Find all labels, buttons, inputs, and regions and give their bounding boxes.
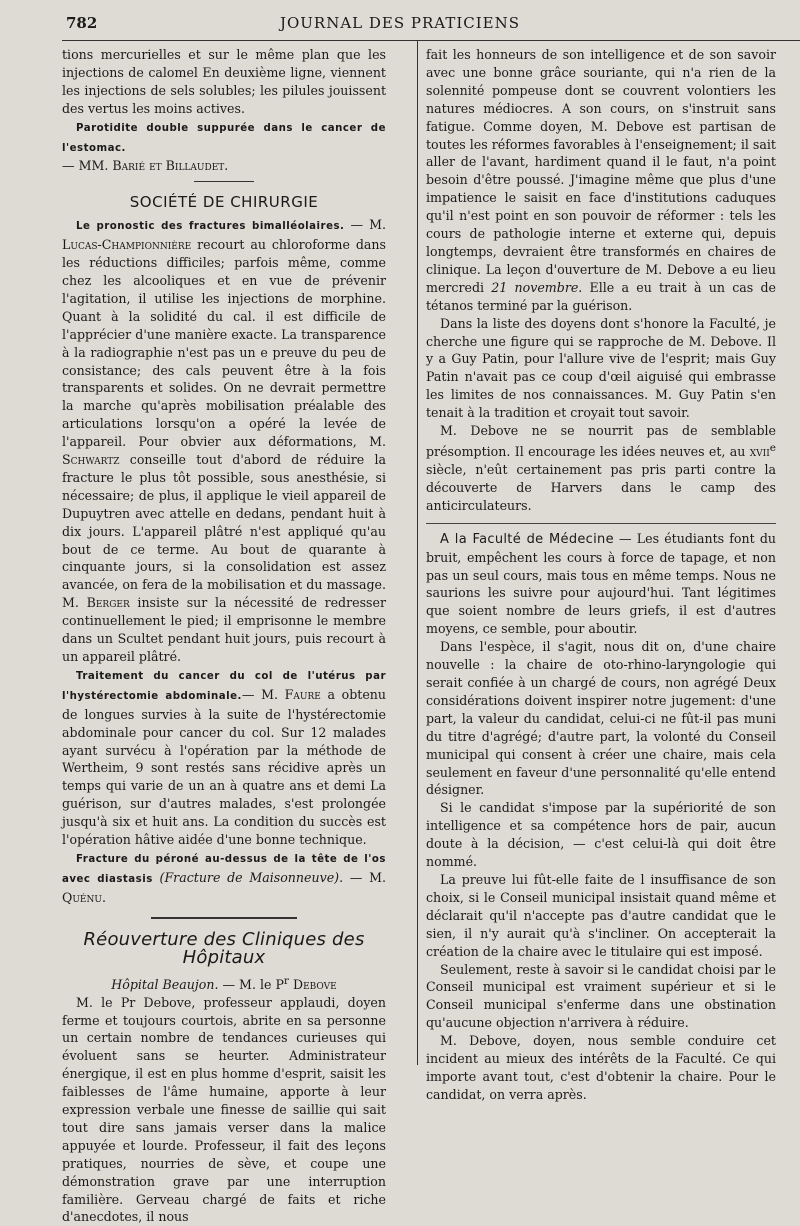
faculte-paragraph: A la Faculté de Médecine — Les étudiants font du bruit, empêchent les cours à force de tapage, et non pas un seul cours, mais tous en même temps. Nous ne saurions les suivre pour aujourd'hui. Tant légitimes que soient nombre de leurs griefs, il est d'autres moyens, ce semble, pour aboutir. bbox=[426, 530, 776, 637]
debove-paragraph: M. le Pr Debove, professeur applaudi, doyen ferme et toujours courtois, abrite en sa personne un certain nombre de tendances curieuses qui évoluent sans se heurter. Administrateur énergique, il est en plus homme d'esprit, saisit les faiblesses de l'âme humaine, apporte à leur expression verbale une finesse de saillie qui sait tout dire sans jamais verser dans la malice appuyée et lourde. Professeur, il fait des leçons pratiques, nourries de sève, et coupe une démonstration grave par une interruption familière. Gerveau chargé de faits et riche d'anecdotes, il nous bbox=[62, 994, 386, 1225]
parotidite-authors: Barié et Billaudet. bbox=[112, 158, 229, 174]
doyens-paragraph: Dans la liste des doyens dont s'honore la Faculté, je cherche une figure qui se rapproche de M. Debove. Il y a Guy Patin, pour l'allure vive de l'esprit; mais Guy Patin n'avait pas ce coup d'œil aiguisé qui embrasse les limites de nos connaissances. M. Guy Patin s'en tenait à la tradition et croyait tout savoir. bbox=[426, 315, 776, 421]
page-header bbox=[0, 14, 800, 38]
presomption-paragraph: M. Debove ne se nourrit pas de semblable présomption. Il encourage les idées neuves et, au xvii$^e$ siècle, n'eût certainement pas pris parti contre la découverte de Harvers dans le camp des anticirculateurs. bbox=[426, 423, 776, 513]
fracture-title: Fracture du péroné au-dessus de la tête de l'os avec diastasis bbox=[62, 853, 386, 885]
chaire-paragraph: Dans l'espèce, il s'agit, nous dit on, d'une chaire nouvelle : la chaire de oto-rhino-laryngologie qui serait confiée à un chargé de cours, non agrégé Deux considérations doivent inspirer notre jugement: d'une part, la valeur du candidat, celui-ci ne fût-il pas muni du titre d'agrégé; d'autre part, la volonté du Conseil municipal qui consent à créer une chaire, mais cela seulement en faveur d'une personnalité qu'elle entend désigner. bbox=[426, 639, 776, 798]
left-column bbox=[62, 46, 386, 1226]
preuve-paragraph: La preuve lui fût-elle faite de l insuffisance de son choix, si le Conseil municipal insistait quand même et déclarait qu'il n'accepte pas d'autre candidat que le sien, il n'y aurait qu'à s'incliner. On accepterait la création de la chaire avec le titulaire qui est imposé. bbox=[426, 871, 776, 959]
candidat-paragraph: Si le candidat s'impose par la supériorité de son intelligence et sa compétence hors de pair, aucun doute à la décision, — c'est celui-là qui doit être nommé. bbox=[426, 800, 776, 870]
right-column bbox=[426, 46, 776, 1104]
faculte-heading: A la Faculté de Médecine bbox=[440, 531, 614, 547]
section-divider bbox=[194, 181, 254, 182]
fracture-item: Fracture du péroné au-dessus de la tête de l'os avec diastasis (Fracture de Maisonneuve). — M. Quénu. bbox=[62, 853, 386, 905]
pronostic-title: Le pronostic des fractures bimalléolaires. bbox=[76, 221, 345, 233]
hopital-subheading: Hôpital Beaujon. — M. le $P^r$ Debove bbox=[111, 974, 337, 992]
conclusion-paragraph: M. Debove, doyen, nous semble conduire cet incident au mieux des intérêts de la Faculté. Ce qui importe avant tout, c'est d'obtenir la chaire. Pour le candidat, on verra après. bbox=[426, 1033, 776, 1102]
seulement-paragraph: Seulement, reste à savoir si le candidat choisi par le Conseil municipal est vraiment supérieur et si le Conseil municipal s'enferme dans une obstination qu'aucune objection n'arrivera à réduire. bbox=[426, 961, 776, 1031]
header-rule bbox=[62, 40, 800, 41]
faculte-divider bbox=[426, 523, 776, 524]
section-divider-long bbox=[151, 917, 297, 919]
traitement-title: Traitement du cancer du col de l'utérus par l'hystérectomie abdominale. bbox=[62, 670, 386, 702]
page-number: 782 bbox=[66, 14, 98, 32]
reouverture-heading: Réouverture des Cliniques des Hôpitaux bbox=[83, 928, 365, 968]
column-divider bbox=[417, 41, 418, 1065]
continued-paragraph: tions mercurielles et sur le même plan que les injections de calomel En deuxième ligne, viennent les injections de sels solubles; les pilules jouissent des vertus les moins actives. bbox=[62, 47, 386, 116]
journal-title: JOURNAL DES PRATICIENS bbox=[279, 14, 521, 32]
traitement-item: Traitement du cancer du col de l'utérus par l'hystérectomie abdominale.— M. Faure a obtenu de longues survies à la suite de l'hystérectomie abdominale pour cancer du col. Sur 12 malades ayant survécu à l'opération par la méthode de Wertheim, 9 sont restés sans récidive après un temps qui varie de un an à quatre ans et demi La guérison, sur d'autres malades, s'est prolongée jusqu'à six et huit ans. La condition du succès est l'opération hâtive aidée d'une bonne technique. bbox=[62, 670, 386, 848]
parotidite-item: Parotidite double suppurée dans le cancer de l'estomac. — MM. Barié et Billaudet. bbox=[62, 122, 386, 174]
debove-continued: fait les honneurs de son intelligence et de son savoir avec une bonne grâce souriante, qui n'a rien de la solennité pompeuse dont se couvrent volontiers les natures médiocres. A son cours, on s'instruit sans fatigue. Comme doyen, M. Debove est partisan de toutes les réformes favorables à l'enseignement; il sait aller de l'avant, hardiment quand il le faut, n'a point besoin d'être poussé. J'imagine même que plus d'une impatience le saisit en face d'institutions caduques qu'il n'est point en son pouvoir de réformer : tels les cours de pathologie interne et externe qui, depuis longtemps, devraient être transformés en chaires de clinique. La leçon d'ouverture de M. Debove a eu lieu mercredi 21 novembre. Elle a eu trait à un cas de tétanos terminé par la guérison. bbox=[426, 47, 776, 313]
pronostic-item: Le pronostic des fractures bimalléolaires. — M. Lucas-Championnière recourt au chloroforme dans les réductions difficiles; parfois même, comme chez les alcooliques et en vue de prévenir l'agitation, il utilise les injections de morphine. Quant à la solidité du cal. il est difficile de l'apprécier d'une manière exacte. La transparence à la radiographie n'est pas un e preuve du peu de consistance; des cals peuvent être à la fois transparents et solides. On ne devrait permettre la marche qu'après mobilisation préalable des articulations lorsqu'on a opéré la levée de l'appareil. Pour obvier aux déformations, M. Schwartz conseille tout d'abord de réduire la fracture le plus tôt possible, sous anesthésie, si nécessaire; de plus, il applique le vieil appareil de Dupuytren avec attelle en dedans, pendant huit à dix jours. L'appareil plâtré n'est appliqué qu'au bout de ce terme. Au bout de quarante à cinquante jours, si la consolidation est assez avancée, on fera de la mobilisation et du massage. M. Berger insiste sur la nécessité de redresser continuellement le pied; il emprisonne le membre dans un Scultet pendant huit jours, puis recourt à un appareil plâtré. bbox=[62, 217, 386, 664]
societe-heading: SOCIÉTÉ DE CHIRURGIE bbox=[129, 193, 319, 212]
parotidite-title: Parotidite double suppurée dans le cancer de l'estomac. bbox=[62, 122, 386, 154]
